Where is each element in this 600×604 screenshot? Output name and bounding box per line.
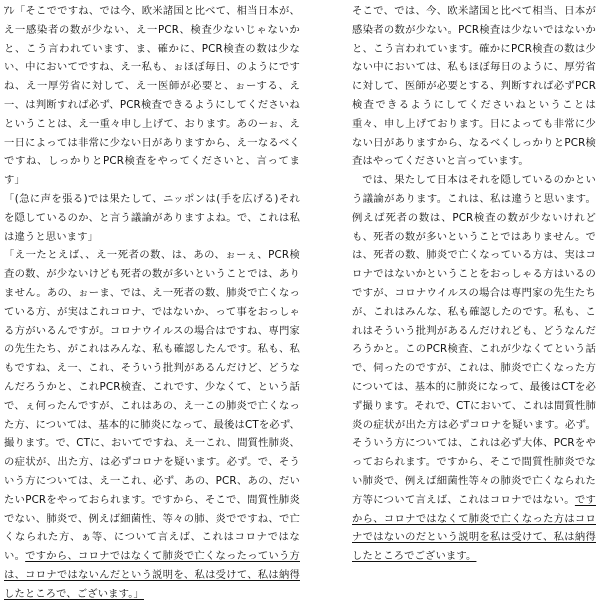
verbatim-transcript-column: [4, 2, 300, 604]
verbatim-paragraph-1: [4, 2, 300, 190]
official-paragraph-1-text: そこで、では、今、欧米諸国と比べて相当、日本が感染者の数が少ない。PCR検査は少ないではないかと、こう言われています。確かにPCR検査の数は少ない中においては、私もほぼ毎日のように、厚労省に対して、医師が必要とする、判断すれば必ずPCR検査できるようにしてくださいねということは重々、申し上げております。日によっても非常に少ない日がありますから、なるべくしっかりとPCR検査はやってくださいと言っています。: [352, 5, 596, 168]
verbatim-paragraph-1-text: ｱﾚ「そこでですね、では今、欧米諸国と比べて、相当日本が、え一感染者の数が少ない、え一PCR、検査少ないじゃないかと、こう言われています、ま、確かに、PCR検査の数は少ない、中においてですね、え一私も、ぉほぼ毎日、のようにですね、え一厚労省に対して、え一医師が必要と、ぉーする、え一、は判断すれば必ず、PCR検査できるようにしてくださいねということは、え一重々申し上げて、おります。あのーぉ、え一日によっては非常に少ない日がありますから、え一なるべくですね、しっかりとPCR検査をやってくださいと、言ってます」: [4, 5, 300, 187]
official-paragraph-1: [352, 2, 596, 171]
official-paragraph-2-underlined-text: ですから、コロナではなくて肺炎で亡くなった方はコロナではないのだという説明を私は受けて、私は納得したところでございます。: [352, 493, 596, 563]
verbatim-paragraph-2-text: 「(急に声を張る)では果たして、ニッポンは(手を広げる)それを隠しているのか、と言う議論がありますよね。で、これは私は違うと思います」: [4, 192, 300, 243]
verbatim-paragraph-3-text: 「え一たとえば、、え一死者の数、は、あの、ぉーぇ、PCR検査の数、が少ないけども死者の数が多いということでは、ありません。あの、ぉーま、では、え一死者の数、肺炎で亡くなっている方、が実はこれコロナ、ではないか、って事をおっしゃる方がいるんですが。コロナウイルスの場合はですね、専門家の先生たち、がこれはみんな、私も確認したんです。私も、私もですね、え一、これ、そういう批判があるんだけど、どうなんだろうかと、これPCR検査、これです、少なくて、という話で、ぇ何ったんですが、これはあの、え一この肺炎で亡くなった方、については、基本的に肺炎になって、最後はCTを必ず、撮ります。で、CTに、おいてですね、え一これ、間質性肺炎、の症状が、出た方、は必ずコロナを疑います。必ず。で、そういう方については、え一これ、必ず、あの、PCR、あの、だいたいPCRをやっておられます。ですから、そこで、間質性肺炎でない、肺炎で、例えば細菌性、等々の肺、炎でですね、で亡くなられた方、ぁ等、について言えば、これはコロナではない。: [4, 249, 300, 563]
official-paragraph-2: [352, 171, 596, 566]
verbatim-paragraph-2: [4, 190, 300, 246]
verbatim-paragraph-3-underlined-text: ですから、コロナではなくて肺炎で亡くなったっていう方は、コロナではないんだという説明を、私は受けて、私は納得したところで、ございます。」: [4, 550, 300, 600]
official-transcript-column: [352, 2, 596, 566]
official-paragraph-2-text: では、果たして日本はそれを隠しているのかという議論があります。これは、私は違うと思います。例えば死者の数は、PCR検査の数が少ないけれども、死者の数が多いということではありません。では、死者の数、肺炎で亡くなっている方は、実はコロナではないかということをおっしゃる方はいるのですが、コロナウイルスの場合は専門家の先生たちが、これはみんな、私も確認したのです。私も、これはそういう批判があるんだけれども、どうなんだろうかと。このPCR検査、これが少なくてという話で、伺ったのですが、これは、肺炎で亡くなった方については、基本的に肺炎になって、最後はCTを必ず撮ります。それで、CTにおいて、これは間質性肺炎の症状が出た方は必ずコロナを疑います。必ず。そういう方については、これは必ず大体、PCRをやっておられます。ですから、そこで間質性肺炎でない肺炎で、例えば細菌性等々の肺炎で亡くなられた方等について言えば、これはコロナではない。: [352, 174, 596, 506]
verbatim-paragraph-3: [4, 246, 300, 603]
